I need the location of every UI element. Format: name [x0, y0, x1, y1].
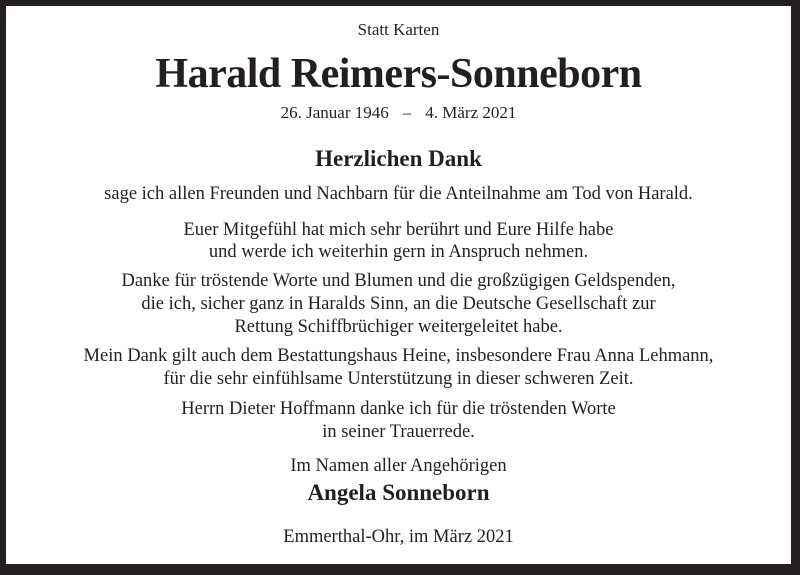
- paragraph-4-line-2: für die sehr einfühlsame Unterstützung in dieser schweren Zeit.: [163, 369, 634, 389]
- closing-text: Im Namen aller Angehörigen: [290, 456, 507, 476]
- paragraph-5-line-2: in seiner Trauerrede.: [322, 422, 475, 442]
- obituary-card: [6, 6, 791, 564]
- paragraph-5-line-1: Herrn Dieter Hoffmann danke ich für die tröstenden Worte: [181, 399, 616, 419]
- paragraph-3-line-2: die ich, sicher ganz in Haralds Sinn, an die Deutsche Gesellschaft zur: [141, 294, 656, 314]
- deceased-name: Harald Reimers-Sonneborn: [155, 51, 642, 97]
- thanks-heading: Herzlichen Dank: [315, 146, 482, 171]
- death-date: 4. März 2021: [425, 103, 517, 122]
- life-dates: [6, 103, 791, 123]
- paragraph-4-line-1: Mein Dank gilt auch dem Bestattungshaus Heine, insbesondere Frau Anna Lehmann,: [83, 346, 714, 366]
- paragraph-2-line-1: Euer Mitgefühl hat mich sehr berührt und Eure Hilfe habe: [183, 220, 614, 240]
- signatory-name: Angela Sonneborn: [307, 480, 490, 505]
- birth-date: 26. Januar 1946: [280, 103, 389, 122]
- place-date: Emmerthal-Ohr, im März 2021: [283, 527, 514, 547]
- paragraph-2-line-2: und werde ich weiterhin gern in Anspruch nehmen.: [208, 242, 589, 262]
- preface-text: Statt Karten: [357, 20, 440, 39]
- paragraph-3-line-1: Danke für tröstende Worte und Blumen und die großzügigen Geldspenden,: [121, 271, 676, 291]
- date-separator: –: [402, 103, 412, 122]
- paragraph-1-line-1: sage ich allen Freunden und Nachbarn für die Anteilnahme am Tod von Harald.: [104, 184, 693, 204]
- paragraph-3-line-3: Rettung Schiffbrüchiger weitergeleitet habe.: [234, 317, 563, 337]
